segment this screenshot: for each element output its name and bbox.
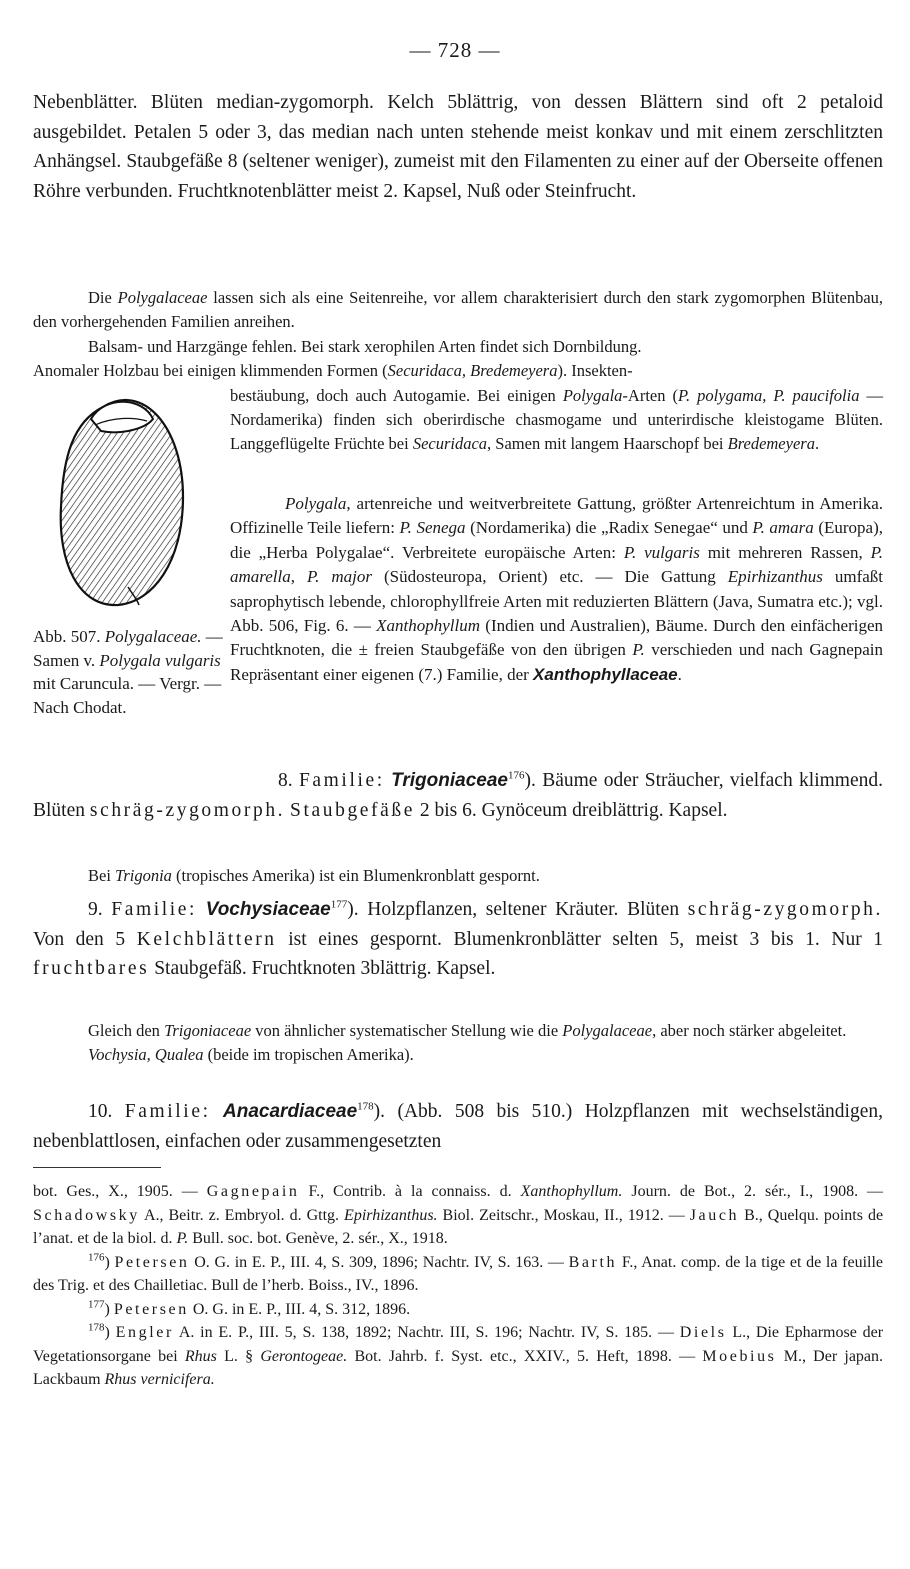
- family-9-t2: Von den 5: [33, 928, 126, 950]
- fn176-a: O. G. in E. P., III. 4, S. 309, 1896; Nachtr. IV, S. 163. —: [194, 1253, 564, 1271]
- intro-paragraph: [33, 88, 883, 206]
- side2-taxon6: Epirhizanthus: [727, 567, 823, 587]
- family-9-t3: ist eines gespornt. Blumenkronblätter selten 5, meist 3 bis 1. Nur 1: [288, 928, 884, 950]
- family-9-label: Familie:: [111, 899, 198, 920]
- side2-t9: .: [677, 664, 682, 684]
- side2-taxon7: Xanthophyllum: [376, 616, 481, 636]
- family-8-note-post: (tropisches Amerika) ist ein Blumenkronblatt gespornt.: [176, 866, 540, 885]
- family-10-number: 10.: [88, 1101, 113, 1122]
- caption-family: Polygalaceae.: [104, 627, 202, 646]
- family-9-t1: ). Holzpflanzen, seltener Kräuter. Blüten: [347, 899, 680, 920]
- footnote-rule: [33, 1167, 161, 1168]
- family-9-note-post: , aber noch stärker abgeleitet.: [652, 1021, 847, 1040]
- fn0-b: F., Contrib. à la connaiss. d.: [308, 1183, 512, 1200]
- family-8-paragraph: [33, 766, 883, 825]
- fn0-author1: Gagnepain: [206, 1183, 300, 1200]
- fn178-c: L. §: [224, 1347, 254, 1365]
- family-9-number: 9.: [88, 899, 103, 920]
- footnote-continued: [33, 1180, 883, 1251]
- footnote-178: $^{178}$) Engler A. in E. P., III. 5, S. 138, 1892; Nachtr. III, S. 196; Nachtr. IV, S. 185. — Diels L., Die Epharmose der Vegetationsorgane bei Rhus L. § Gerontogeae. Bot. Jahrb. f. Syst. etc., XXIV., 5. Heft, 1898. — Moebius M., Der japan. Lackbaum Rhus vernicifera.: [33, 1321, 884, 1388]
- side2-taxon5: P. amarella, P. major: [230, 542, 884, 587]
- caption-part1: — Samen v.: [33, 627, 223, 670]
- footnote-177: $^{177}$) Petersen O. G. in E. P., III. 4, S. 312, 1896.: [88, 1298, 411, 1318]
- fn178-taxon1: Rhus: [184, 1347, 217, 1365]
- fn177-ref: 177: [88, 1298, 105, 1311]
- side1-t5: .: [814, 434, 820, 454]
- fn178-a: A. in E. P., III. 5, S. 138, 1892; Nachtr. III, S. 196; Nachtr. IV, S. 185. —: [178, 1324, 674, 1341]
- seed-illustration: [33, 387, 228, 622]
- note-balsam: [33, 335, 883, 383]
- fn0-d: A., Beitr. z. Embryol. d. Gttg.: [143, 1206, 340, 1224]
- fn178-d: Bot. Jahrb. f. Syst. etc., XXIV., 5. Heft, 1898. —: [354, 1347, 696, 1365]
- figure-caption: [33, 625, 225, 719]
- family-8-spaced2: Staubgefäße: [290, 799, 416, 821]
- family-9-note-mid: von ähnlicher systematischer Stellung wie die: [255, 1021, 559, 1040]
- side2-t8: verschieden und nach Gagnepain Repräsentant einer eigenen (7.) Familie, der: [230, 640, 884, 684]
- family-8-name: Trigoniaceae: [391, 770, 508, 791]
- family-9-note: [33, 1019, 883, 1067]
- family-9-name: Vochysiaceae: [205, 899, 331, 920]
- caption-part2: mit Caruncula. — Vergr. — Nach Chodat.: [33, 674, 222, 717]
- side1-t2: -Arten (: [622, 386, 679, 405]
- fn178-e: M., Der japan. Lackbaum: [33, 1347, 884, 1388]
- side1-t1: bestäubung, doch auch Autogamie. Bei einigen: [230, 386, 556, 405]
- family-8-spaced1: schräg-zygomorph.: [89, 799, 286, 821]
- fn178-b: L., Die Epharmose der Vegetationsorgane bei: [33, 1324, 884, 1365]
- side-note-polygala: [230, 492, 883, 687]
- side2-t2: (Nordamerika) die „Radix Senegae“ und: [465, 518, 748, 538]
- fn176-ref: 176: [88, 1251, 105, 1264]
- family-10-t1: ). (Abb. 508 bis 510.) Holzpflanzen mit wechselständigen, nebenblattlosen, einfachen oder zusammengesetzten: [33, 1101, 883, 1152]
- page-number: — 728 —: [409, 38, 501, 62]
- side1-taxon4: Bredemeyera: [727, 434, 815, 454]
- fn0-taxon3: P.: [176, 1230, 189, 1247]
- fn177-a: O. G. in E. P., III. 4, S. 312, 1896.: [192, 1300, 411, 1318]
- family-10-label: Familie:: [124, 1101, 211, 1122]
- fn0-c: Journ. de Bot., 2. sér., I., 1908. —: [631, 1183, 884, 1200]
- note1-pre: Die: [88, 288, 112, 307]
- family-9-paragraph: [33, 895, 883, 984]
- family-9-note2-taxa: Vochysia, Qualea: [88, 1045, 204, 1065]
- family-10-paragraph: [33, 1097, 883, 1156]
- side2-t4: mit mehreren Rassen,: [699, 542, 863, 562]
- footnote-176: $^{176}$) Petersen O. G. in E. P., III. 4, S. 309, 1896; Nachtr. IV, S. 163. — Barth F., Anat. comp. de la tige et de la feuille des Trig. et des Chailletiac. Bull de l’herb. Boiss., IV., 1896.: [33, 1251, 884, 1294]
- note2-line1: Balsam- und Harzgänge fehlen. Bei stark xerophilen Arten findet sich Dornbildung.: [88, 337, 642, 356]
- fn178-ref: 178: [88, 1321, 105, 1334]
- side2-t6: umfaßt saprophytisch lebende, chlorophyllfreie Arten mit reduzierten Blättern (Java, Sumatra etc.); vgl. Abb. 506, Fig. 6. —: [230, 567, 884, 636]
- family-8-number: 8.: [278, 770, 293, 791]
- fn177-author: Petersen: [113, 1300, 189, 1318]
- fn178-author3: Moebius: [702, 1347, 777, 1365]
- family-10-ref: 178: [357, 1100, 374, 1113]
- family-10-name: Anacardiaceae: [223, 1101, 358, 1122]
- note2-line2-taxa: Securidaca, Bredemeyera: [387, 361, 558, 381]
- family-9-note2-post: (beide im tropischen Amerika).: [207, 1045, 414, 1065]
- side1-t4: , Samen mit langem Haarschopf bei: [487, 434, 724, 454]
- family-8-note: [33, 864, 883, 888]
- side1-taxon1: Polygala: [562, 386, 623, 405]
- note-polygalaceae: [33, 286, 883, 334]
- side1-taxon3: Securidaca: [412, 434, 488, 454]
- family-8-note-taxon: Trigonia: [115, 866, 172, 885]
- fn178-author2: Diels: [679, 1324, 727, 1341]
- family-9-note-pre: Gleich den: [88, 1021, 160, 1040]
- side2-taxon4: P. vulgaris: [623, 542, 700, 562]
- side2-taxon2: P. Senega: [399, 518, 466, 538]
- side2-t1: , artenreiche und weitverbreitete Gattung, größter Artenreichtum in Amerika. Offizinelle Teile liefern:: [230, 494, 883, 538]
- fn0-g: Bull. soc. bot. Genève, 2. sér., X., 1918.: [192, 1230, 448, 1247]
- fn0-author3: Jauch: [689, 1206, 740, 1224]
- side2-family: Xanthophyllaceae: [533, 664, 678, 684]
- caption-species: Polygala vulgaris: [99, 650, 221, 670]
- family-9-t4: Staubgefäß. Fruchtknoten 3blättrig. Kapsel.: [154, 958, 496, 979]
- family-9-spaced1: schräg-zygomorph.: [687, 899, 884, 920]
- family-9-note-taxon1: Trigoniaceae: [164, 1021, 252, 1040]
- fn0-taxon2: Epirhizanthus.: [344, 1206, 438, 1224]
- family-9-note-taxon2: Polygalaceae: [562, 1021, 653, 1040]
- fn0-a: bot. Ges., X., 1905. —: [33, 1183, 198, 1200]
- side2-t7: (Indien und Australien), Bäume. Durch den einfächerigen Fruchtknoten, die ± freien Staubgefäße von den übrigen: [230, 616, 884, 660]
- fn176-author2: Barth: [568, 1253, 618, 1271]
- family-8-t2: 2 bis 6. Gynöceum dreiblättrig. Kapsel.: [419, 799, 728, 821]
- family-8-note-pre: Bei: [88, 866, 111, 885]
- family-9-spaced2: Kelchblättern: [136, 928, 277, 950]
- caption-number: Abb. 507.: [33, 627, 101, 646]
- footnotes: [33, 1180, 883, 1392]
- fn178-taxon3: Rhus vernicifera.: [104, 1371, 215, 1388]
- fn0-f: B., Quelqu. points de l’anat. et de la biol. d.: [33, 1206, 884, 1247]
- note2-line2-pre: Anomaler Holzbau bei einigen klimmenden Formen (: [33, 361, 388, 381]
- side2-taxon3: P. amara: [752, 518, 814, 538]
- family-8-t1: ). Bäume oder Sträucher, vielfach klimmend. Blüten: [33, 770, 883, 821]
- side2-t5: (Südosteuropa, Orient) etc. — Die Gattung: [372, 567, 716, 587]
- family-8-ref: 176: [507, 769, 525, 782]
- side2-taxon1: Polygala: [285, 494, 347, 513]
- family-9-spaced3: fruchtbares: [33, 958, 150, 979]
- family-8-label: Familie:: [298, 770, 385, 791]
- note1-taxon: Polygalaceae: [117, 288, 208, 307]
- side1-taxon2: P. polygama, P. paucifolia: [678, 386, 860, 405]
- fn178-taxon2: Gerontogeae.: [260, 1347, 348, 1365]
- side2-t3: (Europa), die „Herba Polygalae“. Verbreitete europäische Arten:: [230, 518, 884, 562]
- intro-text: Nebenblätter. Blüten median-zygomorph. Kelch 5blättrig, von dessen Blättern sind oft 2 petaloid ausgebildet. Petalen 5 oder 3, das median nach unten stehende meist konkav und mit einem zerschlitzten Anhängsel. Staubgefäße 8 (seltener weniger), zumeist mit den Filamenten zu einer auf der Oberseite offenen Röhre verbunden. Fruchtknotenblätter meist 2. Kapsel, Nuß oder Steinfrucht.: [33, 92, 883, 202]
- note2-line2-post: ). Insekten-: [557, 361, 633, 381]
- fn176-author1: Petersen: [114, 1253, 190, 1271]
- side1-t3: — Nordamerika) finden sich oberirdische chasmogame und unterirdische kleistogame Blüten. Langgeflügelte Früchte bei: [230, 386, 884, 454]
- fn0-e: Biol. Zeitschr., Moskau, II., 1912. —: [442, 1206, 685, 1224]
- note1-post: lassen sich als eine Seitenreihe, vor allem charakterisiert durch den stark zygomorphen Blütenbau, den vorhergehenden Familien anreihen.: [33, 288, 884, 332]
- side-note-1: [230, 384, 883, 457]
- fn0-author2: Schadowsky: [33, 1206, 140, 1224]
- family-9-ref: 177: [330, 898, 348, 911]
- fn176-b: F., Anat. comp. de la tige et de la feuille des Trig. et des Chailletiac. Bull de l’herb. Boiss., IV., 1896.: [33, 1253, 884, 1294]
- fn0-taxon1: Xanthophyllum.: [520, 1183, 623, 1200]
- fn178-author1: Engler: [115, 1324, 174, 1341]
- side2-taxon8: P.: [632, 640, 645, 660]
